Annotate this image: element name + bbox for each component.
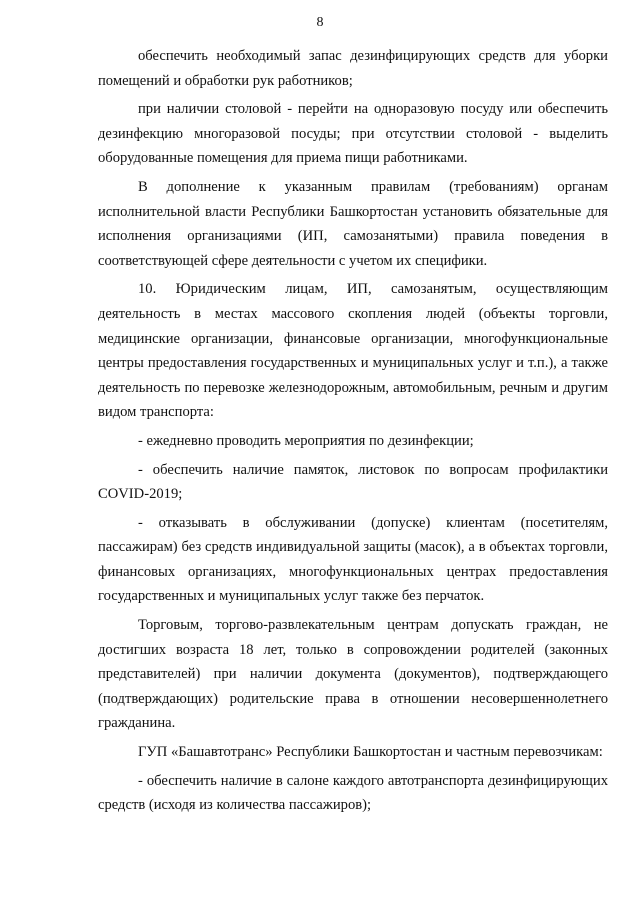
document-body bbox=[98, 44, 608, 822]
paragraph-item-10-mass-gathering: 10. Юридическим лицам, ИП, самозанятым, осуществляющим деятельность в местах массового скопления людей (объекты торговли, медицинские организации, финансовые организации, многофункциональные центры предоставления государственных и муниципальных услуг и т.п.), а также деятельность по перевозке железнодорожным, автомобильным, речным и другим видом транспорта: bbox=[98, 281, 608, 421]
paragraph-leaflets-covid: - обеспечить наличие памяток, листовок по вопросам профилактики COVID-2019; bbox=[98, 461, 608, 503]
paragraph-minors-in-malls: Торговым, торгово-развлекательным центрам допускать граждан, не достигших возраста 18 лет, только в сопровождении родителей (законных представителей) при наличии документа (документов), подтверждающего (подтверждающих) родительские права в отношении несовершеннолетнего гражданина. bbox=[98, 617, 608, 732]
paragraph-disinfectant-supply: обеспечить необходимый запас дезинфицирующих средств для уборки помещений и обработки рук работников; bbox=[98, 48, 608, 89]
page-number: 8 bbox=[316, 15, 324, 30]
paragraph-refuse-service-without-masks: - отказывать в обслуживании (допуске) клиентам (посетителям, пассажирам) без средств индивидуальной защиты (масок), а в объектах торговли, финансовых организациях, многофункциональных центрах предоставления государственных и муниципальных услуг также без перчаток. bbox=[98, 514, 608, 605]
paragraph-executive-bodies-rules: В дополнение к указанным правилам (требованиям) органам исполнительной власти Республики Башкортостан установить обязательные для исполнения организациями (ИП, самозанятыми) правила поведения в соответствующей сфере деятельности с учетом их специфики. bbox=[98, 178, 608, 269]
paragraph-canteen-dishes: при наличии столовой - перейти на одноразовую посуду или обеспечить дезинфекцию многоразовой посуды; при отсутствии столовой - выделить оборудованные помещения для приема пищи работниками. bbox=[98, 101, 608, 167]
paragraph-bashavtotrans: ГУП «Башавтотранс» Республики Башкортостан и частным перевозчикам: bbox=[138, 744, 603, 761]
paragraph-vehicle-disinfectants: - обеспечить наличие в салоне каждого автотранспорта дезинфицирующих средств (исходя из количества пассажиров); bbox=[98, 772, 608, 814]
paragraph-daily-disinfection: - ежедневно проводить мероприятия по дезинфекции; bbox=[138, 432, 474, 449]
